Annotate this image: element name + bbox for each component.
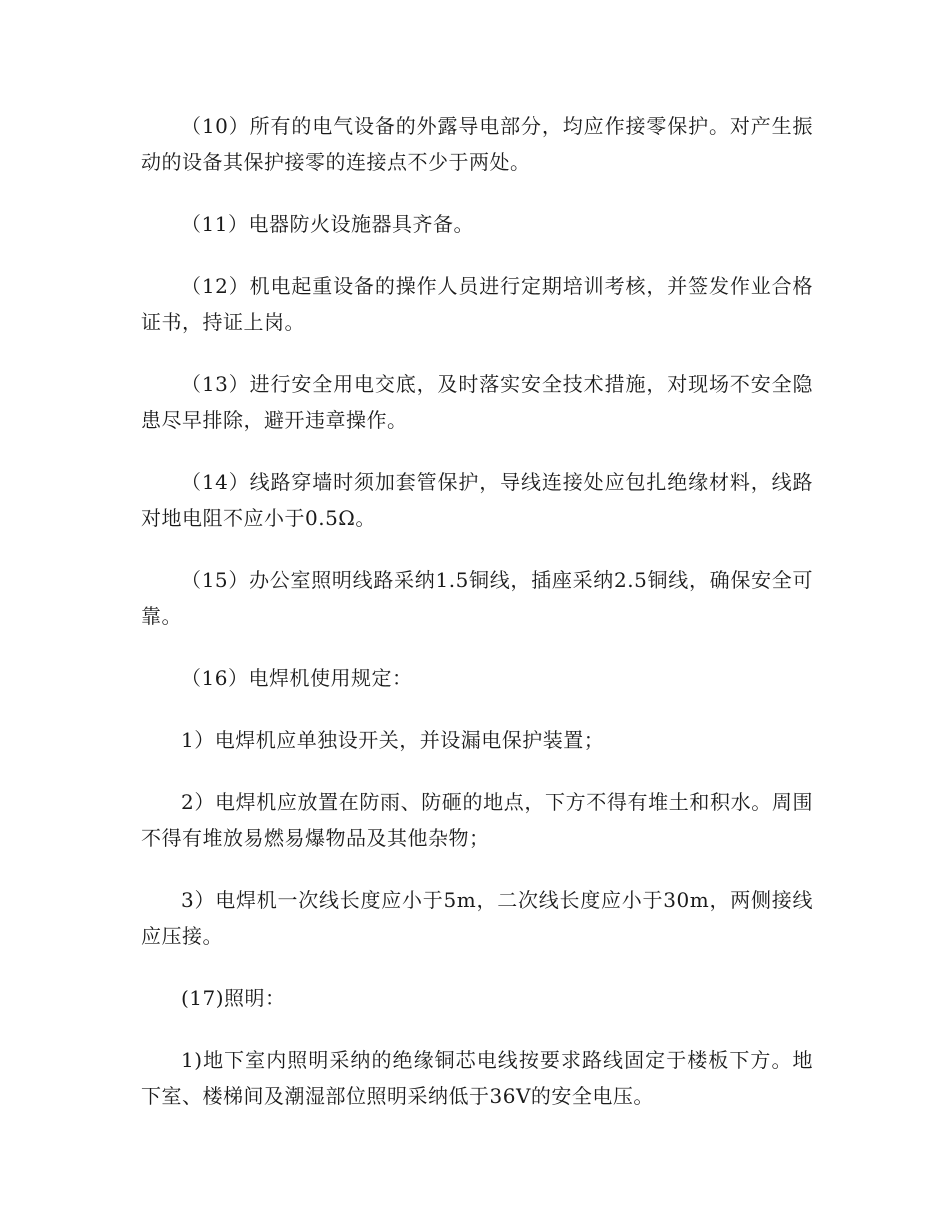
paragraph-14-wiring-protection: （14）线路穿墙时须加套管保护，导线连接处应包扎绝缘材料，线路对地电阻不应小于0.5Ω。 — [141, 470, 813, 530]
document-body — [141, 108, 813, 1140]
paragraph-11-fire-equipment: （11）电器防火设施器具齐备。 — [181, 212, 474, 236]
paragraph-13-safety-briefing: （13）进行安全用电交底，及时落实安全技术措施，对现场不安全隐患尽早排除，避开违章操作。 — [141, 372, 813, 432]
welder-rule-1: 1）电焊机应单独设开关，并设漏电保护装置； — [181, 728, 605, 752]
paragraph-15-office-lighting: （15）办公室照明线路采纳1.5铜线，插座采纳2.5铜线，确保安全可靠。 — [141, 568, 813, 628]
paragraph-17-lighting: (17)照明： — [181, 986, 286, 1010]
paragraph-16-welder-rules: （16）电焊机使用规定： — [181, 666, 413, 690]
paragraph-10-grounding: （10）所有的电气设备的外露导电部分，均应作接零保护。对产生振动的设备其保护接零的连接点不少于两处。 — [141, 114, 813, 174]
welder-rule-3: 3）电焊机一次线长度应小于5m，二次线长度应小于30m，两侧接线应压接。 — [141, 888, 813, 948]
welder-rule-2: 2）电焊机应放置在防雨、防砸的地点，下方不得有堆土和积水。周围不得有堆放易燃易爆物品及其他杂物； — [141, 790, 813, 850]
paragraph-12-operator-training: （12）机电起重设备的操作人员进行定期培训考核，并签发作业合格证书，持证上岗。 — [141, 274, 813, 334]
lighting-rule-1: 1)地下室内照明采纳的绝缘铜芯电线按要求路线固定于楼板下方。地下室、楼梯间及潮湿部位照明采纳低于36V的安全电压。 — [141, 1048, 813, 1108]
